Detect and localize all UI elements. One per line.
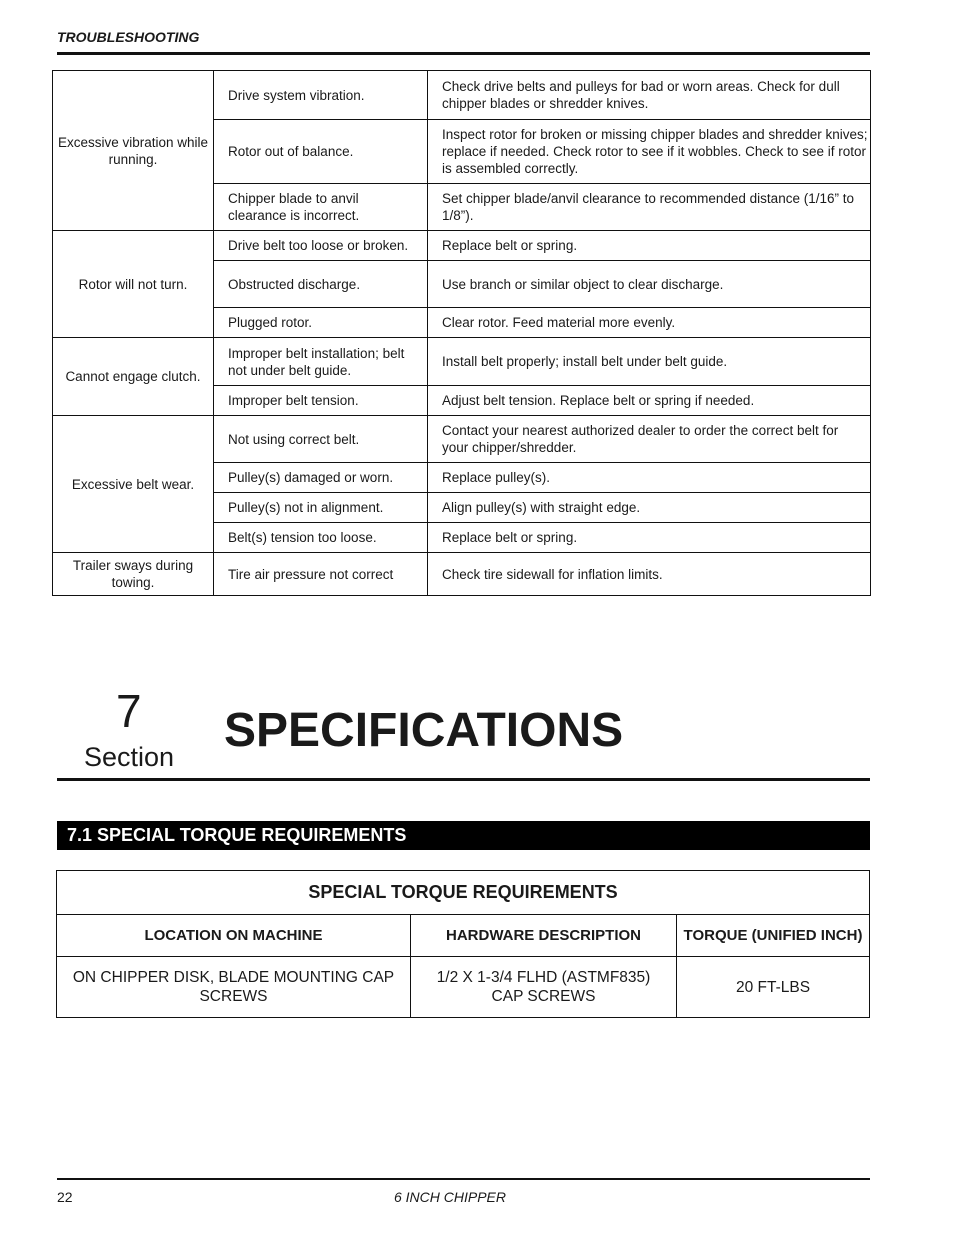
column-header-torque: TORQUE (UNIFIED INCH) bbox=[677, 915, 870, 957]
torque-table bbox=[56, 870, 870, 1018]
cause-cell: Obstructed discharge. bbox=[214, 261, 428, 308]
section-number: 7 bbox=[116, 685, 142, 737]
remedy-cell: Clear rotor. Feed material more evenly. bbox=[428, 308, 871, 338]
cause-cell: Rotor out of balance. bbox=[214, 120, 428, 184]
remedy-cell: Replace belt or spring. bbox=[428, 231, 871, 261]
cause-cell: Plugged rotor. bbox=[214, 308, 428, 338]
cause-cell: Not using correct belt. bbox=[214, 416, 428, 463]
table-row bbox=[57, 957, 870, 1018]
torque-cell: 20 FT-LBS bbox=[677, 957, 870, 1018]
section-rule bbox=[57, 778, 870, 781]
remedy-cell: Use branch or similar object to clear discharge. bbox=[428, 261, 871, 308]
cause-cell: Tire air pressure not correct bbox=[214, 553, 428, 596]
torque-table-caption: SPECIAL TORQUE REQUIREMENTS bbox=[57, 871, 870, 915]
table-row bbox=[53, 231, 871, 261]
table-row bbox=[53, 338, 871, 386]
remedy-cell: Adjust belt tension. Replace belt or spring if needed. bbox=[428, 386, 871, 416]
problem-cell: Rotor will not turn. bbox=[53, 231, 214, 338]
remedy-cell: Replace pulley(s). bbox=[428, 463, 871, 493]
remedy-cell: Contact your nearest authorized dealer to order the correct belt for your chipper/shredder. bbox=[428, 416, 871, 463]
cause-cell: Drive system vibration. bbox=[214, 71, 428, 120]
section-title: SPECIFICATIONS bbox=[224, 704, 624, 757]
footer-rule bbox=[57, 1178, 870, 1180]
table-row bbox=[53, 553, 871, 596]
problem-cell: Trailer sways during towing. bbox=[53, 553, 214, 596]
cause-cell: Pulley(s) damaged or worn. bbox=[214, 463, 428, 493]
table-row bbox=[53, 71, 871, 120]
remedy-cell: Replace belt or spring. bbox=[428, 523, 871, 553]
header-rule bbox=[57, 52, 870, 55]
remedy-cell: Align pulley(s) with straight edge. bbox=[428, 493, 871, 523]
footer-title: 6 INCH CHIPPER bbox=[393, 1189, 507, 1205]
hardware-cell bbox=[411, 957, 677, 1018]
location-cell: ON CHIPPER DISK, BLADE MOUNTING CAP SCREWS bbox=[57, 957, 411, 1018]
remedy-cell: Set chipper blade/anvil clearance to recommended distance (1/16” to 1/8”). bbox=[428, 184, 871, 231]
hardware-line: CAP SCREWS bbox=[491, 988, 596, 1005]
section-label: Section bbox=[84, 742, 175, 772]
column-header-location: LOCATION ON MACHINE bbox=[57, 915, 411, 957]
cause-cell: Belt(s) tension too loose. bbox=[214, 523, 428, 553]
remedy-cell: Inspect rotor for broken or missing chipper blades and shredder knives; replace if needed. Check rotor to see if it wobbles. Check to see if rotor is assembled correctly. bbox=[428, 120, 871, 184]
page-number: 22 bbox=[57, 1189, 73, 1205]
problem-cell: Excessive vibration while running. bbox=[53, 71, 214, 231]
cause-cell: Improper belt tension. bbox=[214, 386, 428, 416]
column-header-hardware: HARDWARE DESCRIPTION bbox=[411, 915, 677, 957]
troubleshooting-table bbox=[52, 70, 871, 596]
table-row bbox=[53, 416, 871, 463]
hardware-line: 1/2 X 1-3/4 FLHD (ASTMF835) bbox=[436, 969, 651, 986]
remedy-cell: Check drive belts and pulleys for bad or worn areas. Check for dull chipper blades or shredder knives. bbox=[428, 71, 871, 120]
remedy-cell: Install belt properly; install belt under belt guide. bbox=[428, 338, 871, 386]
cause-cell: Chipper blade to anvil clearance is incorrect. bbox=[214, 184, 428, 231]
cause-cell: Drive belt too loose or broken. bbox=[214, 231, 428, 261]
problem-cell: Cannot engage clutch. bbox=[53, 338, 214, 416]
remedy-cell: Check tire sidewall for inflation limits. bbox=[428, 553, 871, 596]
problem-cell: Excessive belt wear. bbox=[53, 416, 214, 553]
cause-cell: Pulley(s) not in alignment. bbox=[214, 493, 428, 523]
running-head: TROUBLESHOOTING bbox=[57, 29, 200, 45]
subsection-heading: 7.1 SPECIAL TORQUE REQUIREMENTS bbox=[57, 821, 870, 850]
cause-cell: Improper belt installation; belt not under belt guide. bbox=[214, 338, 428, 386]
